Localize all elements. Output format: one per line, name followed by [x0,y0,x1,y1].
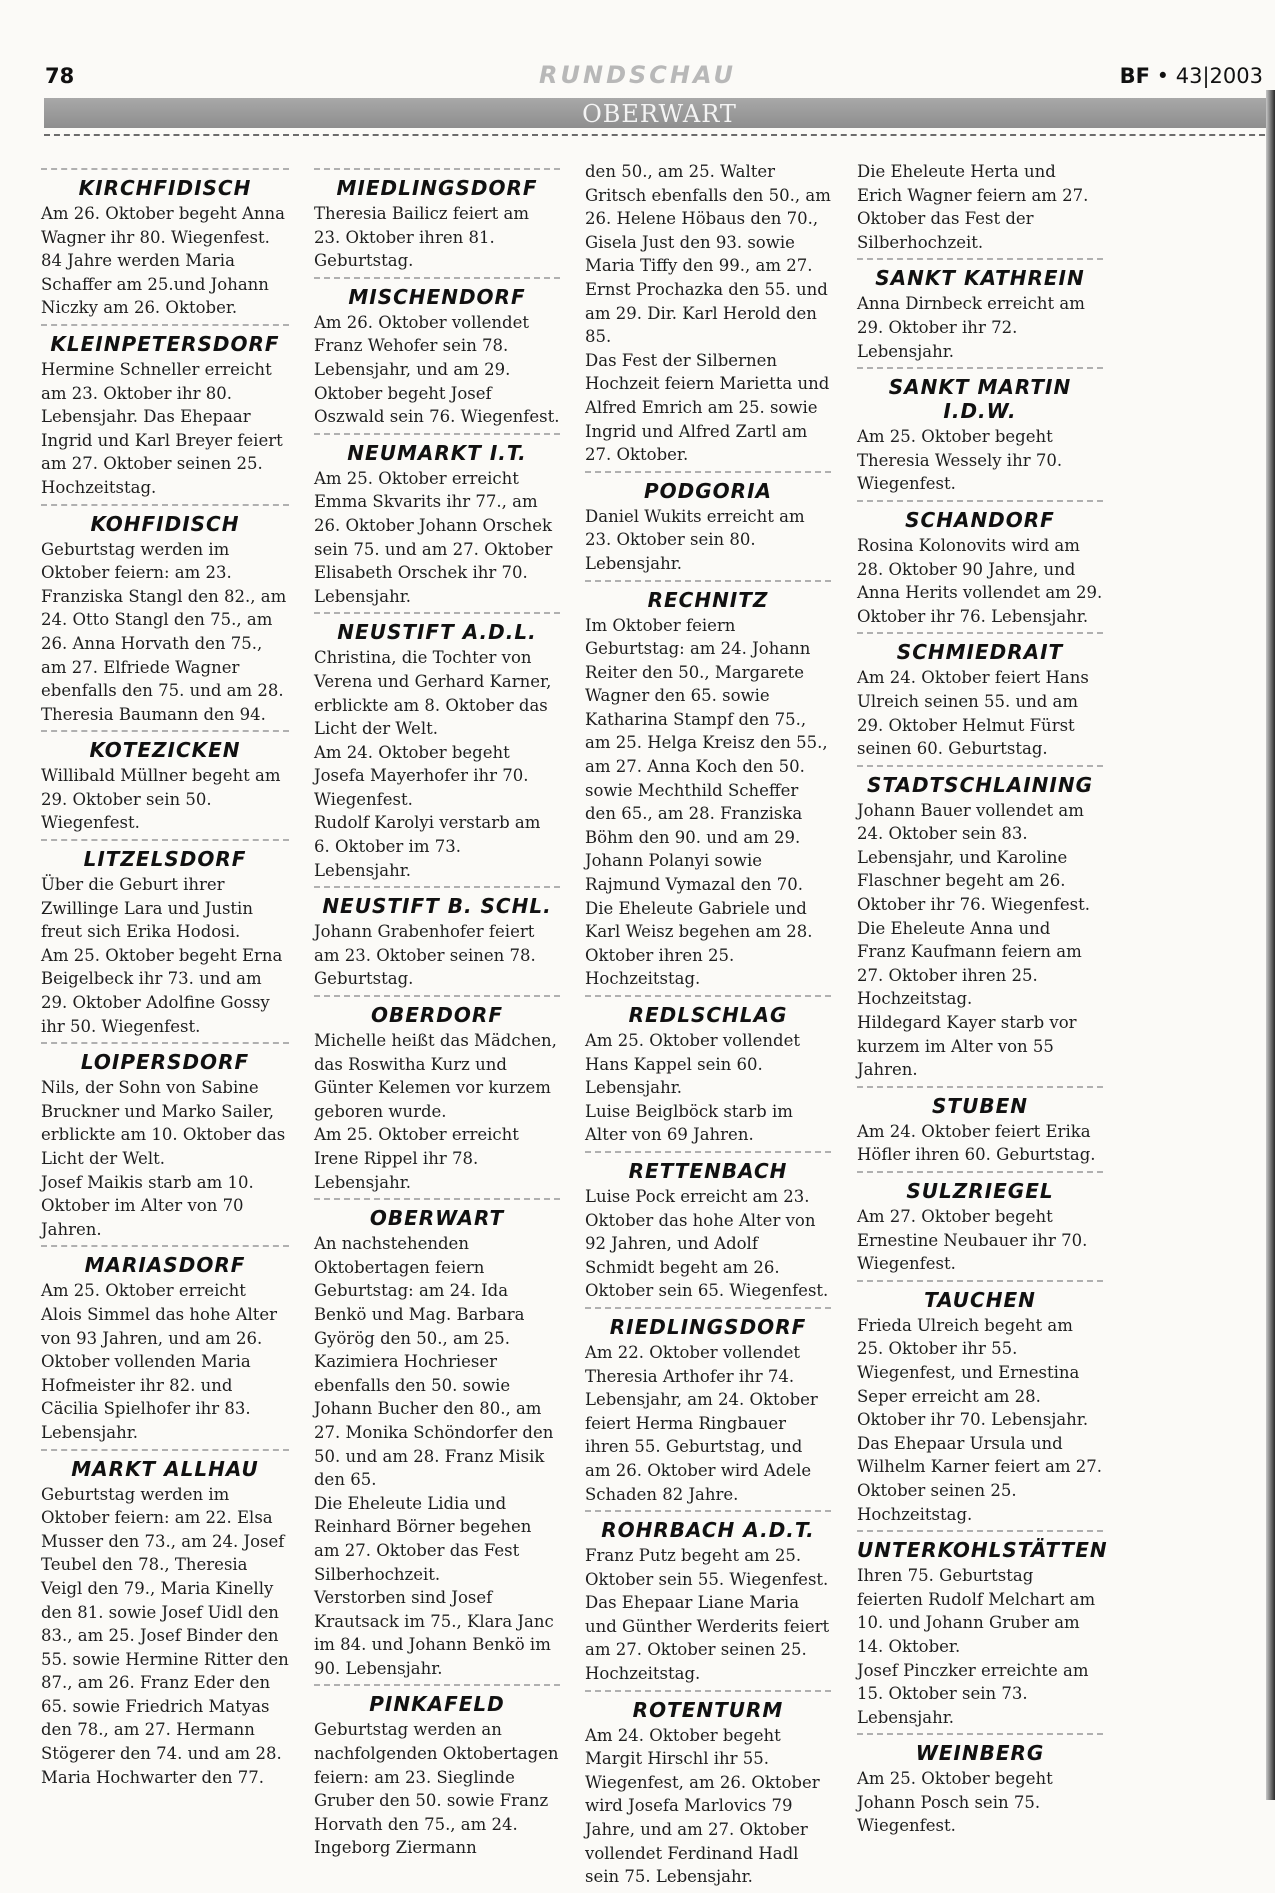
notice-paragraph: Am 24. Oktober begeht Margit Hirschl ihr 55. Wiegenfest, am 26. Oktober wird Josefa Marlovics 79 Jahre, und am 27. Oktober vollendet Ferdinand Hadl sein 75. Lebensjahr. [585,1725,820,1887]
issue-number: 43|2003 [1175,64,1263,88]
section-title: OBERDORF [314,995,560,1027]
section-title: KOHFIDISCH [41,504,289,536]
issue-info [1120,64,1263,88]
section-stuben [857,1086,1103,1167]
section-kleinpetersdorf [41,324,289,500]
notice-paragraph: Am 25. Oktober erreicht Emma Skvarits ihr 77., am 26. Oktober Johann Orschek sein 75. und am 27. Oktober Elisabeth Orschek ihr 70. Lebensjahr. [314,468,553,606]
section-podgoria [585,471,831,576]
section-title: MIEDLINGSDORF [314,168,560,200]
section-kirchfidisch [41,168,289,320]
section-title: OBERWART [314,1198,560,1230]
section-title: SULZRIEGEL [857,1171,1103,1203]
notice-paragraph: Am 25. Oktober begeht Erna Beigelbeck ihr 73. und am 29. Oktober Adolfine Gossy ihr 50. Wiegenfest. [41,945,283,1036]
notice-paragraph: den 50., am 25. Walter Gritsch ebenfalls den 50., am 26. Helene Höbaus den 70., Gisela Just den 93. sowie Maria Tiffy den 99., am 27. Ernst Prochazka den 55. und am 29. Dir. Karl Herold den 85. [585,162,831,347]
section-title: NEUSTIFT A.D.L. [314,612,560,644]
section-title: LITZELSDORF [41,839,289,871]
section-litzelsdorf [41,839,289,1038]
notice-paragraph: Rudolf Karolyi verstarb am 6. Oktober im 73. Lebensjahr. [314,813,541,880]
section-neustift-b-schl [314,886,560,991]
notice-paragraph: Michelle heißt das Mädchen, das Roswitha Kurz und Günter Kelemen vor kurzem geboren wurde. [314,1031,557,1121]
section-schmiedrait [857,632,1103,760]
section-pinkafeld [314,1684,560,1860]
section-sankt-martin-i-d-w [857,367,1103,496]
notice-paragraph: Josef Pinczker erreichte am 15. Oktober sein 73. Lebensjahr. [857,1660,1089,1727]
notice-paragraph: Hermine Schneller erreicht am 23. Oktober ihr 80. Lebensjahr. Das Ehepaar Ingrid und Karl Breyer feiert am 27. Oktober seinen 25. Hochzeitstag. [41,359,283,497]
section-title: ROTENTURM [585,1690,831,1722]
notice-paragraph: Am 24. Oktober feiert Erika Höfler ihren 60. Geburtstag. [857,1121,1096,1165]
notice-paragraph: Das Fest der Silbernen Hochzeit feiern Marietta und Alfred Emrich am 25. sowie Ingrid und Alfred Zartl am 27. Oktober. [585,350,830,465]
section-neumarkt-i-t [314,433,560,609]
section-mischendorf [314,277,560,429]
section-title: SANKT MARTIN I.D.W. [857,367,1103,423]
notice-paragraph: Am 26. Oktober begeht Anna Wagner ihr 80. Wiegenfest. 84 Jahre werden Maria Schaffer am 25.und Johann Niczky am 26. Oktober. [41,204,286,318]
section-title: MISCHENDORF [314,277,560,309]
notice-paragraph: Christina, die Tochter von Verena und Gerhard Karner, erblickte am 8. Oktober das Licht der Welt. [314,648,552,739]
page-edge-shadow [1266,90,1275,1800]
notice-paragraph: Am 25. Oktober vollendet Hans Kappel sein 60. Lebensjahr. [585,1031,800,1098]
notice-paragraph: Die Eheleute Anna und Franz Kaufmann feiern am 27. Oktober ihren 25. Hochzeitstag. [857,918,1082,1009]
magazine-name: BF [1119,64,1150,88]
section-mariasdorf [41,1245,289,1444]
column-3 [585,160,831,1893]
section-miedlingsdorf [314,168,560,273]
section-markt-allhau [41,1449,289,1790]
section-kotezicken [41,730,289,835]
section-unterkohlstatten [857,1530,1108,1729]
section-title: UNTERKOHLSTÄTTEN [857,1530,1103,1562]
rubric-title: RUNDSCHAU [539,61,736,89]
section-tauchen [857,1280,1103,1526]
notice-paragraph: Am 26. Oktober vollendet Franz Wehofer sein 78. Lebensjahr, und am 29. Oktober begeht Josef Oszwald sein 76. Wiegenfest. [314,312,560,427]
notice-paragraph: Die Eheleute Herta und Erich Wagner feiern am 27. Oktober das Fest der Silberhochzeit. [857,162,1089,252]
notice-paragraph: Johann Grabenhofer feiert am 23. Oktober seinen 78. Geburtstag. [314,922,536,989]
section-title: SCHMIEDRAIT [857,632,1103,664]
notice-paragraph: An nachstehenden Oktobertagen feiern Geburtstag: am 24. Ida Benkö und Mag. Barbara Györög den 50., am 25. Kazimiera Hochrieser ebenfalls den 50. sowie Johann Bucher den 80., am 27. Monika Schöndorfer den 50. und am 28. Franz Misik den 65. [314,1234,554,1490]
section-title: KOTEZICKEN [41,730,289,762]
section-title: PODGORIA [585,471,831,503]
column-4 [857,160,1108,1842]
notice-paragraph: Johann Bauer vollendet am 24. Oktober sein 83. Lebensjahr, und Karoline Flaschner begeht am 26. Oktober ihr 76. Wiegenfest. [857,800,1090,915]
section-riedlingsdorf [585,1307,831,1506]
notice-paragraph: Am 24. Oktober feiert Hans Ulreich seinen 55. und am 29. Oktober Helmut Fürst seinen 60. Geburtstag. [857,668,1089,759]
section-title: STADTSCHLAINING [857,765,1103,797]
section-oberwart [314,1198,560,1680]
notice-paragraph: Willibald Müllner begeht am 29. Oktober sein 50. Wiegenfest. [41,766,281,833]
section-title: SANKT KATHREIN [857,258,1103,290]
notice-paragraph: Am 25. Oktober begeht Theresia Wessely ihr 70. Wiegenfest. [857,427,1063,494]
section-rotenturm [585,1690,831,1889]
notice-paragraph: Über die Geburt ihrer Zwillinge Lara und Justin freut sich Erika Hodosi. [41,875,253,942]
section-rechnitz [585,580,831,992]
section-rettenbach [585,1151,831,1303]
notice-paragraph: Luise Beiglböck starb im Alter von 69 Jahren. [585,1101,793,1145]
notice-paragraph: Anna Dirnbeck erreicht am 29. Oktober ihr 72. Lebensjahr. [857,294,1085,361]
section-sankt-kathrein [857,258,1103,363]
section-rohrbach-a-d-t [585,1510,831,1686]
notice-paragraph: Am 22. Oktober vollendet Theresia Arthofer ihr 74. Lebensjahr, am 24. Oktober feiert Herma Ringbauer ihren 55. Geburtstag, und am 26. Oktober wird Adele Schaden 82 Jahre. [585,1342,818,1504]
region-bar [44,98,1275,128]
section-continuation [857,160,1103,254]
notice-paragraph: Daniel Wukits erreicht am 23. Oktober sein 80. Lebensjahr. [585,506,805,573]
page-number: 78 [45,64,75,88]
notice-paragraph: Josef Maikis starb am 10. Oktober im Alter von 70 Jahren. [41,1172,254,1239]
notice-paragraph: Frieda Ulreich begeht am 25. Oktober ihr 55. Wiegenfest, und Ernestina Seper erreicht am 28. Oktober ihr 70. Lebensjahr. [857,1315,1089,1430]
section-title: PINKAFELD [314,1684,560,1716]
notice-paragraph: Verstorben sind Josef Krautsack im 75., Klara Janc im 84. und Johann Benkö im 90. Lebensjahr. [314,1588,554,1678]
region-title: OBERWART [582,100,737,128]
section-title: RIEDLINGSDORF [585,1307,831,1339]
notice-paragraph: Im Oktober feiern Geburtstag: am 24. Johann Reiter den 50., Margarete Wagner den 65. sowie Katharina Stampf den 75., am 25. Helga Kreisz den 55., am 27. Anna Koch den 50. sowie Mechthild Scheffer den 65., am 28. Franziska Böhm den 90. und am 29. Johann Polanyi sowie Rajmund Vymazal den 70. [585,615,828,895]
notice-paragraph: Das Ehepaar Ursula und Wilhelm Karner feiert am 27. Oktober seinen 25. Hochzeitstag. [857,1433,1103,1524]
notice-paragraph: Die Eheleute Lidia und Reinhard Börner begehen am 27. Oktober das Fest Silberhochzeit. [314,1493,532,1584]
header-divider [44,134,1275,136]
notice-paragraph: Hildegard Kayer starb vor kurzem im Alter von 55 Jahren. [857,1013,1077,1080]
notice-paragraph: Franz Putz begeht am 25. Oktober sein 55. Wiegenfest. [585,1546,829,1589]
section-title: TAUCHEN [857,1280,1103,1312]
section-loipersdorf [41,1042,289,1241]
section-schandorf [857,500,1103,628]
column-1 [41,168,289,1793]
section-title: NEUSTIFT B. SCHL. [314,886,560,918]
section-oberdorf [314,995,560,1194]
section-kohfidisch [41,504,289,727]
notice-paragraph: Am 25. Oktober erreicht Irene Rippel ihr 78. Lebensjahr. [314,1125,519,1192]
section-title: RETTENBACH [585,1151,831,1183]
section-title: LOIPERSDORF [41,1042,289,1074]
section-title: NEUMARKT I.T. [314,433,560,465]
section-title: RECHNITZ [585,580,831,612]
notice-paragraph: Geburtstag werden an nachfolgenden Oktobertagen feiern: am 23. Sieglinde Gruber den 50. sowie Franz Horvath den 75., am 24. Ingeborg Ziermann [314,1720,559,1858]
section-weinberg [857,1733,1103,1838]
section-sulzriegel [857,1171,1103,1276]
separator-dot: • [1156,64,1170,88]
notice-paragraph: Geburtstag werden im Oktober feiern: am 22. Elsa Musser den 73., am 24. Josef Teubel den 78., Theresia Veigl den 79., Maria Kinelly den 81. sowie Josef Uidl den 83., am 25. Josef Binder den 55. sowie Hermine Ritter den 87., am 26. Franz Eder den 65. sowie Friedrich Matyas den 78., am 27. Hermann Stögerer den 74. und am 28. Maria Hochwarter den 77. [41,1484,289,1787]
notice-paragraph: Am 25. Oktober erreicht Alois Simmel das hohe Alter von 93 Jahren, und am 26. Oktober vollenden Maria Hofmeister ihr 82. und Cäcilia Spielhofer ihr 83. Lebensjahr. [41,1281,278,1442]
section-title: MARKT ALLHAU [41,1449,289,1481]
notice-paragraph: Geburtstag werden im Oktober feiern: am 23. Franziska Stangl den 82., am 24. Otto Stangl den 75., am 26. Anna Horvath den 75., am 27. Elfriede Wagner ebenfalls den 75. und am 28. Theresia Baumann den 94. [41,539,287,724]
notice-paragraph: Die Eheleute Gabriele und Karl Weisz begehen am 28. Oktober ihren 25. Hochzeitstag. [585,898,813,989]
section-title: STUBEN [857,1086,1103,1118]
notice-paragraph: Rosina Kolonovits wird am 28. Oktober 90 Jahre, und Anna Herits vollendet am 29. Oktober ihr 76. Lebensjahr. [857,535,1103,626]
section-title: MARIASDORF [41,1245,289,1277]
notice-paragraph: Am 25. Oktober begeht Johann Posch sein 75. Wiegenfest. [857,1769,1053,1836]
section-title: WEINBERG [857,1733,1103,1765]
section-neustift-a-d-l [314,612,560,882]
section-title: SCHANDORF [857,500,1103,532]
notice-paragraph: Das Ehepaar Liane Maria und Günther Werderits feiert am 27. Oktober seinen 25. Hochzeitstag. [585,1593,830,1684]
column-2 [314,168,560,1864]
notice-paragraph: Luise Pock erreicht am 23. Oktober das hohe Alter von 92 Jahren, und Adolf Schmidt begeht am 26. Oktober sein 65. Wiegenfest. [585,1186,829,1301]
notice-paragraph: Nils, der Sohn von Sabine Bruckner und Marko Sailer, erblickte am 10. Oktober das Licht der Welt. [41,1078,286,1168]
section-continuation [585,160,831,467]
notice-paragraph: Am 24. Oktober begeht Josefa Mayerhofer ihr 70. Wiegenfest. [314,742,529,809]
notice-paragraph: Theresia Bailicz feiert am 23. Oktober ihren 81. Geburtstag. [314,204,530,271]
section-redlschlag [585,995,831,1147]
section-title: ROHRBACH A.D.T. [585,1510,831,1542]
section-title: KLEINPETERSDORF [41,324,289,356]
notice-paragraph: Ihren 75. Geburtstag feierten Rudolf Melchart am 10. und Johann Gruber am 14. Oktober. [857,1566,1096,1656]
section-title: KIRCHFIDISCH [41,168,289,200]
section-title: REDLSCHLAG [585,995,831,1027]
notice-paragraph: Am 27. Oktober begeht Ernestine Neubauer ihr 70. Wiegenfest. [857,1207,1088,1274]
page-header [0,0,1275,140]
section-stadtschlaining [857,765,1103,1082]
